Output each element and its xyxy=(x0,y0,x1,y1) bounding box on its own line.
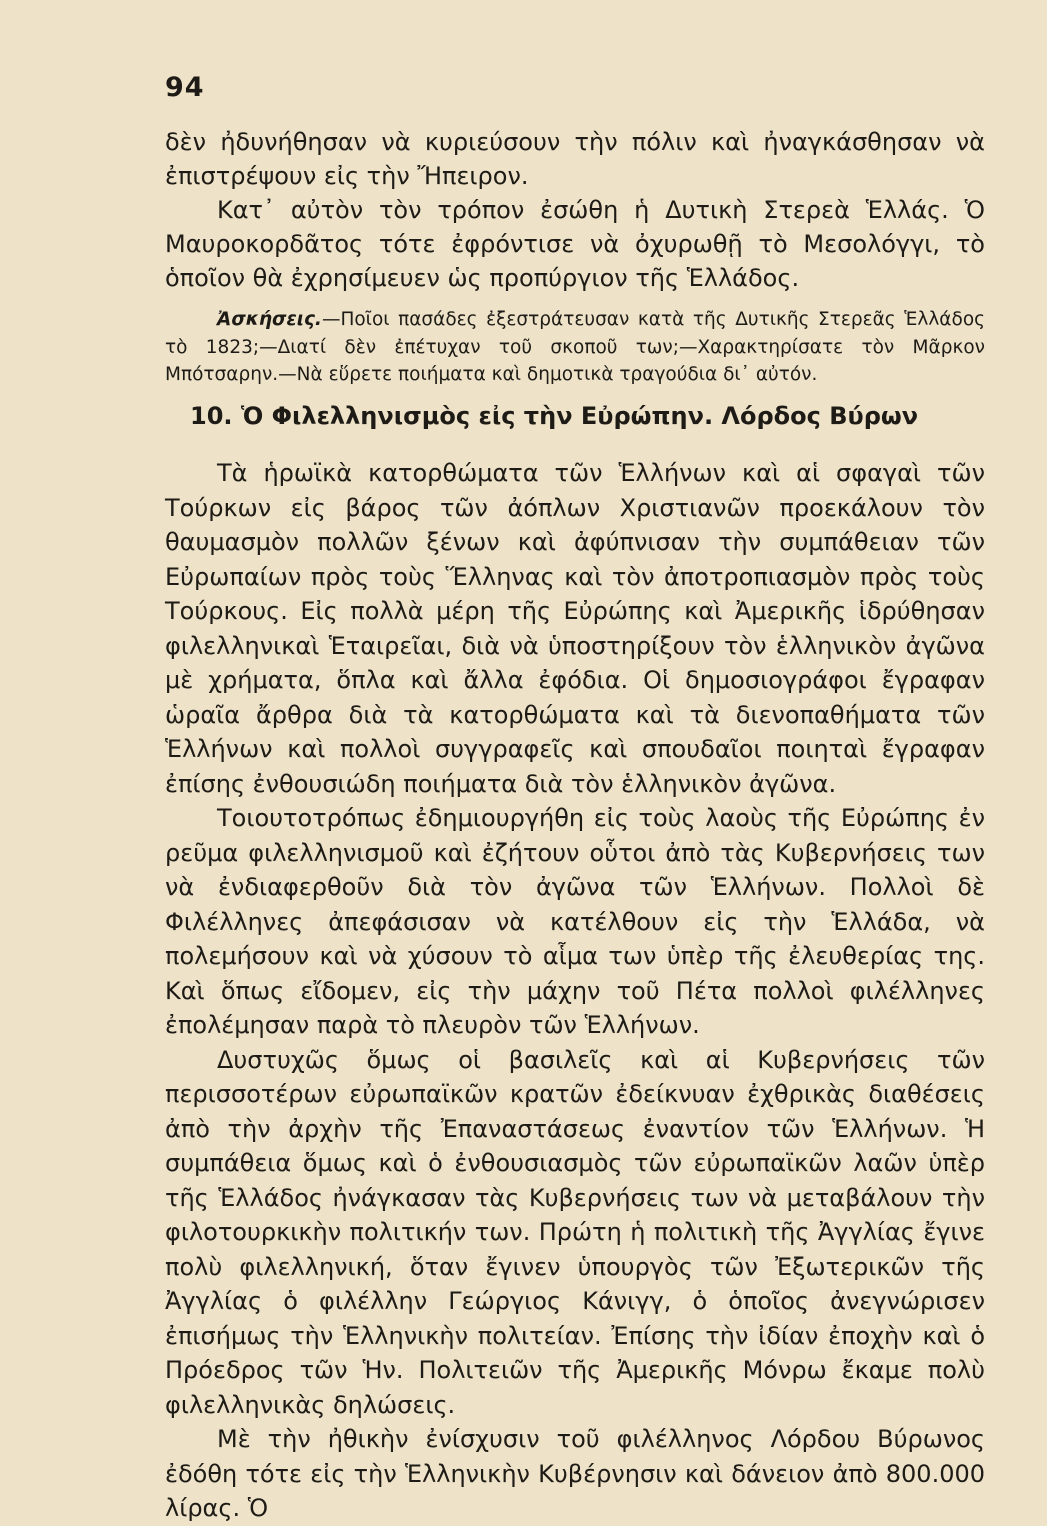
paragraph: Κατ᾽ αὐτὸν τὸν τρόπον ἐσώθη ἡ Δυτικὴ Στερεὰ Ἑλλάς. Ὁ Μαυροκορδᾶτος τότε ἐφρόντισε νὰ ὀχυρωθῇ τὸ Μεσολόγγι, τὸ ὁποῖον θὰ ἐχρησίμευεν ὡς προπύργιον τῆς Ἑλλάδος. xyxy=(165,196,985,292)
main-text-block xyxy=(165,456,985,1526)
exercises-label: Ἀσκήσεις. xyxy=(217,309,322,330)
exercises-block xyxy=(165,306,985,389)
paragraph: δὲν ἠδυνήθησαν νὰ κυριεύσουν τὴν πόλιν καὶ ἠναγκάσθησαν νὰ ἐπιστρέψουν εἰς τὴν Ἤπειρον. xyxy=(165,128,985,190)
paragraph: Δυστυχῶς ὅμως οἱ βασιλεῖς καὶ αἱ Κυβερνήσεις τῶν περισσοτέρων εὐρωπαϊκῶν κρατῶν ἐδείκνυαν ἐχθρικὰς διαθέσεις ἀπὸ τὴν ἀρχὴν τῆς Ἐπαναστάσεως ἐναντίον τῶν Ἑλλήνων. Ἡ συμπάθεια ὅμως καὶ ὁ ἐνθουσιασμὸς τῶν εὐρωπαϊκῶν λαῶν ὑπὲρ τῆς Ἑλλάδος ἠνάγκασαν τὰς Κυβερνήσεις των νὰ μεταβάλουν τὴν φιλοτουρκικὴν πολιτικήν των. Πρώτη ἡ πολιτικὴ τῆς Ἀγγλίας ἔγινε πολὺ φιλελληνική, ὅταν ἔγινεν ὑπουργὸς τῶν Ἐξωτερικῶν τῆς Ἀγγλίας ὁ φιλέλλην Γεώργιος Κάνιγγ, ὁ ὁποῖος ἀνεγνώρισεν ἐπισήμως τὴν Ἑλληνικὴν πολιτείαν. Ἐπίσης τὴν ἰδίαν ἐποχὴν καὶ ὁ Πρόεδρος τῶν Ἡν. Πολιτειῶν τῆς Ἀμερικῆς Μόνρω ἔκαμε πολὺ φιλελληνικὰς δηλώσεις. xyxy=(165,1045,985,1419)
section-heading: 10. Ὁ Φιλελληνισμὸς εἰς τὴν Εὐρώπην. Λόρδος Βύρων xyxy=(190,402,919,430)
page-number: 94 xyxy=(165,72,205,103)
paragraph: Μὲ τὴν ἠθικὴν ἐνίσχυσιν τοῦ φιλέλληνος Λόρδου Βύρωνος ἐδόθη τότε εἰς τὴν Ἑλληνικὴν Κυβέρνησιν καὶ δάνειον ἀπὸ 800.000 λίρας. Ὁ xyxy=(165,1425,985,1522)
paragraph: Τοιουτοτρόπως ἐδημιουργήθη εἰς τοὺς λαοὺς τῆς Εὐρώπης ἐν ρεῦμα φιλελληνισμοῦ καὶ ἐζήτουν οὗτοι ἀπὸ τὰς Κυβερνήσεις των νὰ ἐνδιαφερθοῦν διὰ τὸν ἀγῶνα τῶν Ἑλλήνων. Πολλοὶ δὲ Φιλέλληνες ἀπεφάσισαν νὰ κατέλθουν εἰς τὴν Ἑλλάδα, νὰ πολεμήσουν καὶ νὰ χύσουν τὸ αἷμα των ὑπὲρ τῆς ἐλευθερίας της. Καὶ ὅπως εἴδομεν, εἰς τὴν μάχην τοῦ Πέτα πολλοὶ φιλέλληνες ἐπολέμησαν παρὰ τὸ πλευρὸν τῶν Ἑλλήνων. xyxy=(165,804,985,1039)
top-text-block xyxy=(165,125,985,295)
paragraph: Τὰ ἡρωϊκὰ κατορθώματα τῶν Ἑλλήνων καὶ αἱ σφαγαὶ τῶν Τούρκων εἰς βάρος τῶν ἀόπλων Χριστιανῶν προεκάλουν τὸν θαυμασμὸν πολλῶν ξένων καὶ ἀφύπνισαν τὴν συμπάθειαν τῶν Εὐρωπαίων πρὸς τοὺς Ἕλληνας καὶ τὸν ἀποτροπιασμὸν πρὸς τοὺς Τούρκους. Εἰς πολλὰ μέρη τῆς Εὐρώπης καὶ Ἀμερικῆς ἱδρύθησαν φιλελληνικαὶ Ἑταιρεῖαι, διὰ νὰ ὑποστηρίξουν τὸν ἑλληνικὸν ἀγῶνα μὲ χρήματα, ὅπλα καὶ ἄλλα ἐφόδια. Οἱ δημοσιογράφοι ἔγραφαν ὡραῖα ἄρθρα διὰ τὰ κατορθώματα καὶ τὰ διενοπαθήματα τῶν Ἑλλήνων καὶ πολλοὶ συγγραφεῖς καὶ σπουδαῖοι ποιηταὶ ἔγραφαν ἐπίσης ἐνθουσιώδη ποιήματα διὰ τὸν ἑλληνικὸν ἀγῶνα. xyxy=(165,459,985,798)
exercises-text: —Ποῖοι πασάδες ἐξεστράτευσαν κατὰ τῆς Δυτικῆς Στερεᾶς Ἑλλάδος τὸ 1823;—Διατί δὲν ἐπέτυχαν τοῦ σκοποῦ των;—Χαρακτηρίσατε τὸν Μᾶρκον Μπότσαρην.—Νὰ εὕρετε ποιήματα καὶ δημοτικὰ τραγούδια δι᾽ αὐτόν. xyxy=(165,309,985,385)
